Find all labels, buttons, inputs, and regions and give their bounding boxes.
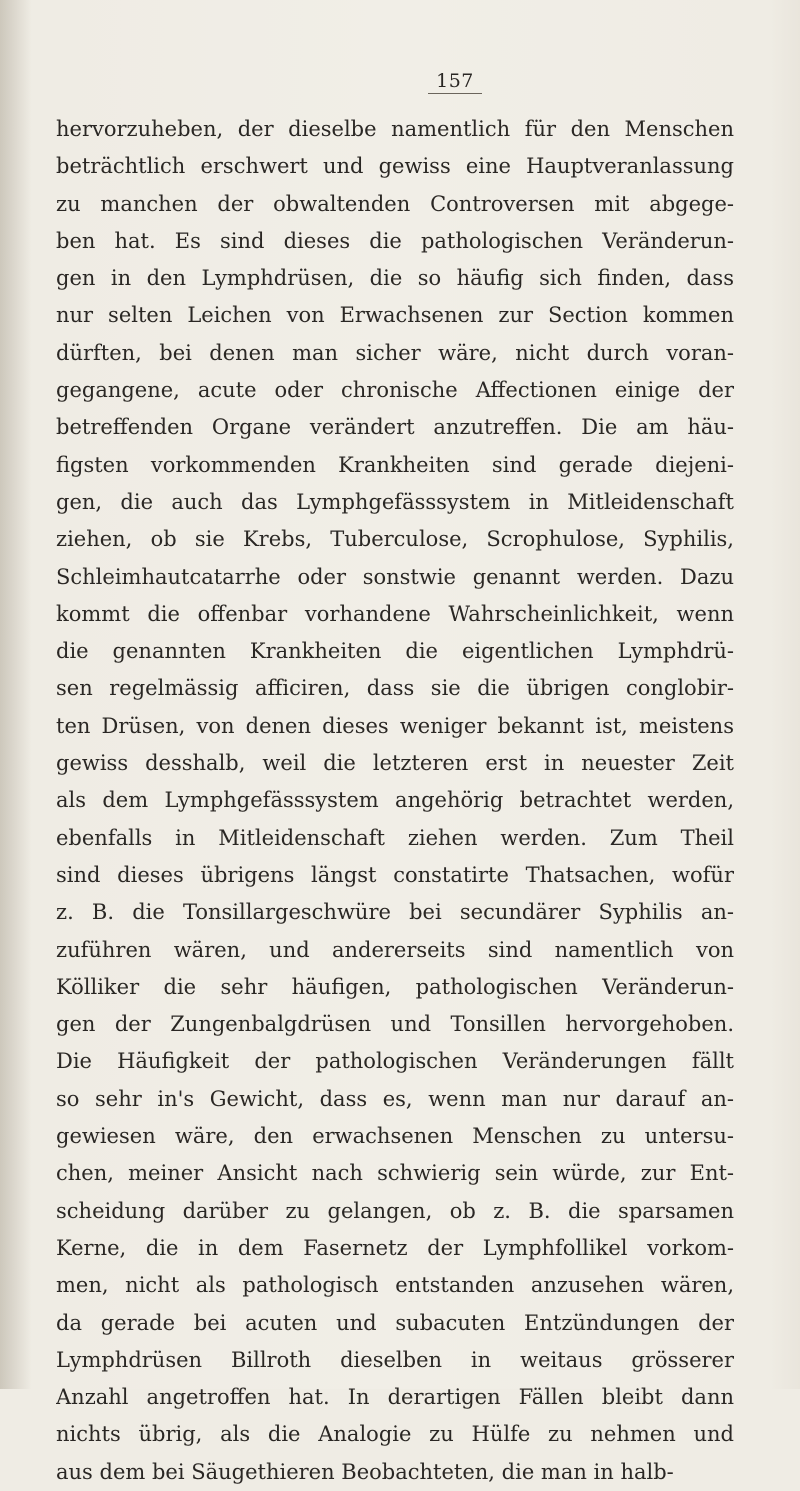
text-line: sen regelmässig afficiren, dass sie die übrigen conglobir- bbox=[56, 676, 734, 701]
text-line: gen in den Lymphdrüsen, die so häufig sich finden, dass bbox=[56, 266, 734, 291]
text-line: als dem Lymphgefässsystem angehörig betrachtet werden, bbox=[56, 788, 734, 813]
text-line: hervorzuheben, der dieselbe namentlich für den Menschen bbox=[56, 117, 734, 141]
text-line: Die Häufigkeit der pathologischen Veränderungen fällt bbox=[56, 1049, 734, 1074]
text-line: ten Drüsen, von denen dieses weniger bekannt ist, meistens bbox=[56, 713, 734, 738]
text-line: Anzahl angetroffen hat. In derartigen Fällen bleibt dann bbox=[56, 1385, 734, 1410]
text-line: da gerade bei acuten und subacuten Entzündungen der bbox=[56, 1310, 734, 1335]
text-line: Lymphdrüsen Billroth dieselben in weitaus grösserer bbox=[56, 1347, 734, 1372]
text-line: nur selten Leichen von Erwachsenen zur Section kommen bbox=[56, 303, 734, 328]
text-line: figsten vorkommenden Krankheiten sind gerade diejeni- bbox=[56, 452, 734, 477]
text-line: Kerne, die in dem Fasernetz der Lymphfollikel vorkom- bbox=[56, 1235, 734, 1260]
text-line: gewiesen wäre, den erwachsenen Menschen zu untersu- bbox=[56, 1124, 734, 1149]
text-line: chen, meiner Ansicht nach schwierig sein würde, zur Ent- bbox=[56, 1161, 734, 1186]
text-line: gen der Zungenbalgdrüsen und Tonsillen hervorgehoben. bbox=[56, 1012, 734, 1037]
text-line: aus dem bei Säugethieren Beobachteten, die man in halb- bbox=[56, 1459, 674, 1484]
text-line: betreffenden Organe verändert anzutreffen. Die am häu- bbox=[56, 415, 734, 440]
text-line: gegangene, acute oder chronische Affectionen einige der bbox=[56, 378, 734, 403]
text-line: ziehen, ob sie Krebs, Tuberculose, Scrophulose, Syphilis, bbox=[56, 527, 734, 552]
text-line: zuführen wären, und andererseits sind namentlich von bbox=[56, 937, 734, 962]
text-line: men, nicht als pathologisch entstanden anzusehen wären, bbox=[56, 1273, 734, 1298]
body-paragraph bbox=[56, 111, 734, 1491]
text-line: scheidung darüber zu gelangen, ob z. B. die sparsamen bbox=[56, 1198, 734, 1223]
text-line: z. B. die Tonsillargeschwüre bei secundärer Syphilis an- bbox=[56, 900, 734, 925]
text-line: zu manchen der obwaltenden Controversen mit abgege- bbox=[56, 191, 734, 216]
text-line: ben hat. Es sind dieses die pathologischen Veränderun- bbox=[56, 228, 734, 253]
text-line: so sehr in's Gewicht, dass es, wenn man nur darauf an- bbox=[56, 1086, 734, 1111]
page-number bbox=[0, 70, 800, 94]
text-line: ebenfalls in Mitleidenschaft ziehen werden. Zum Theil bbox=[56, 825, 734, 850]
text-line: sind dieses übrigens längst constatirte Thatsachen, wofür bbox=[56, 862, 734, 887]
text-line: nichts übrig, als die Analogie zu Hülfe zu nehmen und bbox=[56, 1422, 734, 1447]
text-line: beträchtlich erschwert und gewiss eine Hauptveranlassung bbox=[56, 154, 734, 179]
text-line: Kölliker die sehr häufigen, pathologischen Veränderun- bbox=[56, 974, 734, 999]
text-line: dürften, bei denen man sicher wäre, nicht durch voran- bbox=[56, 340, 734, 365]
text-line: die genannten Krankheiten die eigentlichen Lymphdrü- bbox=[56, 639, 734, 664]
page-number-text: 157 bbox=[428, 70, 482, 94]
text-line: Schleimhautcatarrhe oder sonstwie genannt werden. Dazu bbox=[56, 564, 734, 589]
page-gutter-shadow bbox=[0, 0, 32, 1389]
text-line: gewiss desshalb, weil die letzteren erst in neuester Zeit bbox=[56, 751, 734, 776]
text-line: kommt die offenbar vorhandene Wahrscheinlichkeit, wenn bbox=[56, 601, 734, 626]
text-line: gen, die auch das Lymphgefässsystem in Mitleidenschaft bbox=[56, 489, 734, 514]
